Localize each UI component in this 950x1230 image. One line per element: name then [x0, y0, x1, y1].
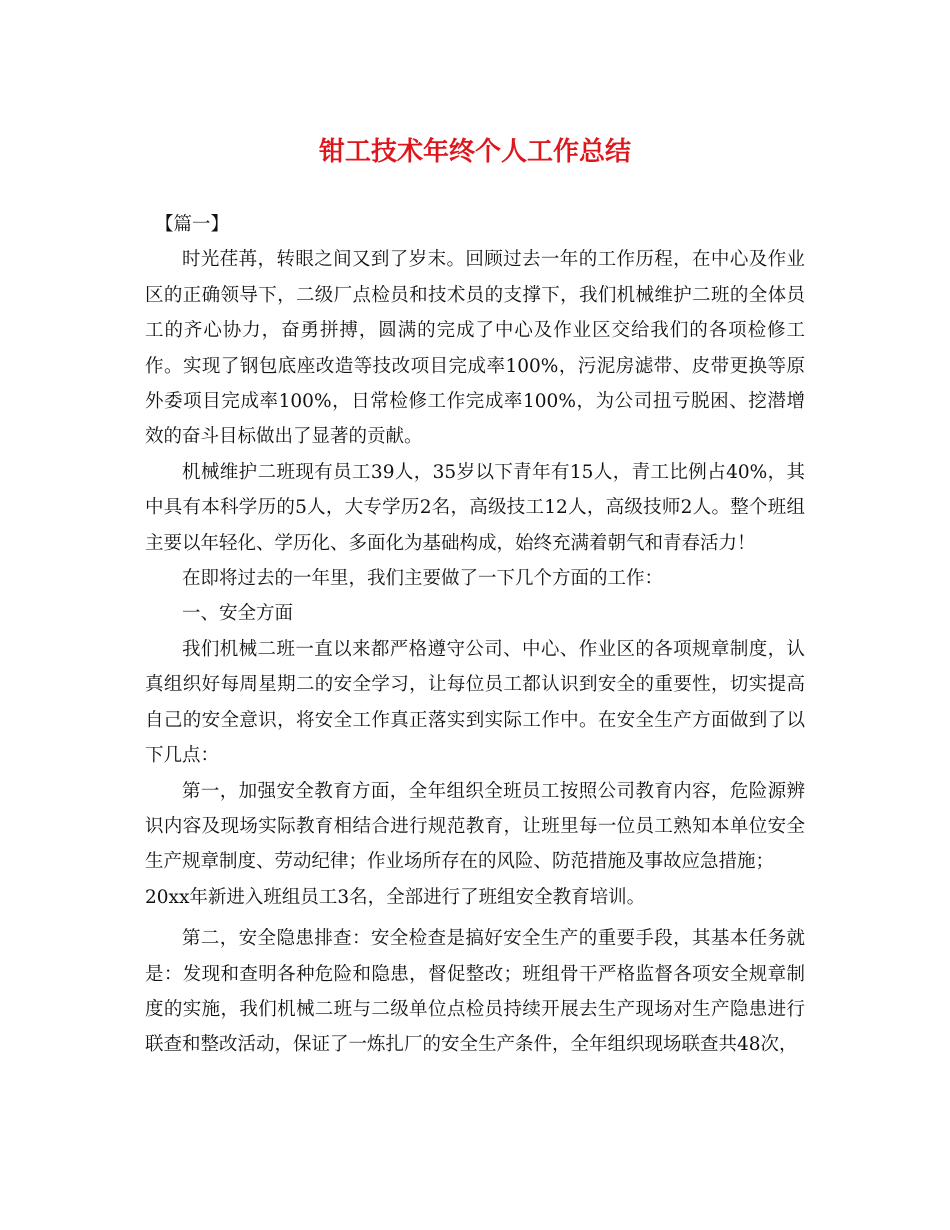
- document-title: 钳工技术年终个人工作总结: [318, 137, 631, 167]
- paragraph-intro: 时光荏苒，转眼之间又到了岁末。回顾过去一年的工作历程，在中心及作业区的正确领导下，二级厂点检员和技术员的支撑下，我们机械维护二班的全体员工的齐心协力，奋勇拼搏，圆满的完成了中心及作业区交给我们的各项检修工作。实现了钢包底座改造等技改项目完成率100%，污泥房滤带、皮带更换等原外委项目完成率100%，日常检修工作完成率100%，为公司扭亏脱困、挖潜增效的奋斗目标做出了显著的贡献。: [145, 249, 805, 448]
- heading-safety: 一、安全方面: [182, 603, 294, 625]
- paragraph-safety-education: 第一，加强安全教育方面，全年组织全班员工按照公司教育内容，危险源辨识内容及现场实际教育相结合进行规范教育，让班里每一位员工熟知本单位安全生产规章制度、劳动纪律；作业场所存在的风险、防范措施及事故应急措施；: [145, 780, 805, 873]
- paragraph-safety-rules: 我们机械二班一直以来都严格遵守公司、中心、作业区的各项规章制度，认真组织好每周星期二的安全学习，让每位员工都认识到安全的重要性，切实提高自己的安全意识，将安全工作真正落实到实际工作中。在安全生产方面做到了以下几点：: [145, 638, 805, 767]
- paragraph-work-overview: 在即将过去的一年里，我们主要做了一下几个方面的工作：: [182, 568, 664, 590]
- document-body: [145, 207, 805, 1063]
- paragraph-hazard-check: 第二，安全隐患排查：安全检查是搞好安全生产的重要手段，其基本任务就是：发现和查明各种危险和隐患，督促整改；班组骨干严格监督各项安全规章制度的实施，我们机械二班与二级单位点检员持续开展去生产现场对生产隐患进行联查和整改活动，保证了一炼扎厂的安全生产条件，全年组织现场联查共48次，: [145, 928, 805, 1056]
- paragraph-team-composition: 机械维护二班现有员工39人，35岁以下青年有15人，青工比例占40%，其中具有本科学历的5人，大专学历2名，高级技工12人，高级技师2人。整个班组主要以年轻化、学历化、多面化为基础构成，始终充满着朝气和青春活力！: [145, 461, 805, 554]
- section-label: 【篇一】: [155, 214, 230, 235]
- paragraph-new-staff: 20xx年新进入班组员工3名，全部进行了班组安全教育培训。: [145, 886, 646, 908]
